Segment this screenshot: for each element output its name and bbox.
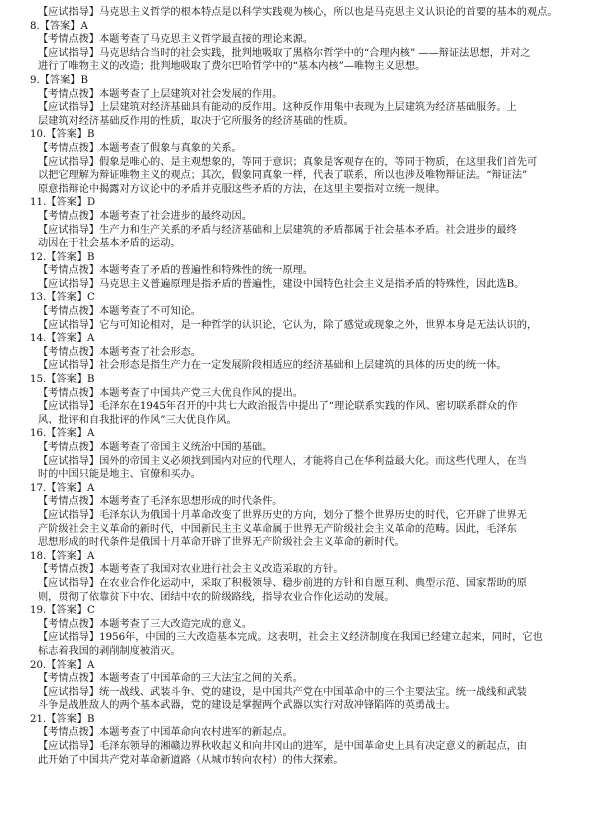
text-line: 【应试指导】毛泽东在1945年召开的中共七大政治报告中提出了“理论联系实践的作风、密切联系群众的作 xyxy=(38,401,518,413)
text-line: 原意指辩论中揭露对方议论中的矛盾并克服这些矛盾的方法，在这里主要指对立统一规律。 xyxy=(38,183,446,195)
text-line: 【应试指导】1956年，中国的三大改造基本完成。这表明，社会主义经济制度在我国已经建立起来，同时，它也 xyxy=(38,632,543,644)
answer-heading: 13.【答案】C xyxy=(30,292,95,304)
text-line: 思想形成的时代条件是俄国十月革命开辟了世界无产阶级社会主义革命的新时代。 xyxy=(38,537,405,549)
text-line: 【应试指导】统一战线、武装斗争、党的建设，是中国共产党在中国革命中的三个主要法宝。统一战线和武装 xyxy=(38,686,527,698)
text-line: 【考情点拨】本题考查了假象与真象的关系。 xyxy=(38,142,242,154)
answer-heading: 21.【答案】B xyxy=(30,713,95,725)
text-line: 层建筑对经济基础反作用的性质，取决于它所服务的经济基础的性质。 xyxy=(38,115,354,127)
text-line: 以把它理解为辩证唯物主义的观点；其次，假象同真象一样，代表了联系，所以也涉及唯物辩证法。“辩证法” xyxy=(38,170,528,182)
text-line: 进行了唯物主义的改造；批判地吸取了费尔巴哈哲学中的“基本内核”—唯物主义思想。 xyxy=(38,61,426,73)
answer-heading: 15.【答案】B xyxy=(30,374,95,386)
answer-heading: 9.【答案】B xyxy=(30,74,88,86)
answer-heading: 10.【答案】B xyxy=(30,129,95,141)
text-line: 【应试指导】马克思结合当时的社会实践，批判地吸取了黑格尔哲学中的“合理内核” ——辩证法思想，并对之 xyxy=(38,47,531,59)
text-line: 标志着我国的剥削制度被消灭。 xyxy=(38,645,181,657)
text-line: 【应试指导】国外的帝国主义必须找到国内对应的代理人，才能将自己在华利益最大化。而这些代理人，在当 xyxy=(38,455,527,467)
answer-heading: 18.【答案】A xyxy=(30,550,95,562)
text-line: 【应试指导】毛泽东认为俄国十月革命改变了世界历史的方向，划分了整个世界历史的时代，它开辟了世界无 xyxy=(38,509,527,521)
text-line: 【应试指导】社会形态是指生产力在一定发展阶段相适应的经济基础和上层建筑的具体的历史的统一体。 xyxy=(38,360,507,372)
answer-heading: 11.【答案】D xyxy=(30,197,96,209)
answer-heading: 12.【答案】B xyxy=(30,251,95,263)
text-line: 【考情点拨】本题考查了帝国主义统治中国的基础。 xyxy=(38,442,273,453)
text-line: 【应试指导】毛泽东领导的湘赣边界秋收起义和向井冈山的进军，是中国革命史上具有决定意义的新起点，由 xyxy=(38,741,527,753)
text-line: 【应试指导】生产力和生产关系的矛盾与经济基础和上层建筑的矛盾都属于社会基本矛盾。社会进步的最终 xyxy=(38,224,517,236)
text-line: 【应试指导】上层建筑对经济基础具有能动的反作用。这种反作用集中表现为上层建筑为经济基础服务。上 xyxy=(38,102,517,114)
text-line: 【应试指导】假象是唯心的、是主观想象的，等同于意识；真象是客观存在的，等同于物质，在这里我们首先可 xyxy=(38,156,538,168)
text-line: 【应试指导】马克思主义哲学的根本特点是以科学实践观为核心，所以也是马克思主义认识论的首要的基本的观点。 xyxy=(38,7,558,18)
text-line: 【考情点拨】本题考查了马克思主义哲学最直接的理论来源。 xyxy=(38,34,314,46)
text-line: 【考情点拨】本题考查了三大改造完成的意义。 xyxy=(38,618,252,630)
text-line: 【考情点拨】本题考查了社会形态。 xyxy=(38,346,201,358)
text-line: 【考情点拨】本题考查了我国对农业进行社会主义改造采取的方针。 xyxy=(38,564,344,576)
text-line: 【考情点拨】本题考查了中国共产党三大优良作风的提出。 xyxy=(38,387,303,399)
text-line: 则，贯彻了依靠贫下中农、团结中农的阶级路线，指导农业合作化运动的发展。 xyxy=(38,591,395,603)
answer-heading: 14.【答案】A xyxy=(30,333,95,345)
answer-heading: 17.【答案】A xyxy=(30,482,95,494)
text-line: 【考情点拨】本题考查了矛盾的普遍性和特殊性的统一原理。 xyxy=(38,265,314,277)
answer-heading: 20.【答案】A xyxy=(30,659,95,671)
text-line: 【应试指导】它与可知论相对，是一种哲学的认识论，它认为，除了感觉或现象之外，世界本身是无法认识的， xyxy=(38,319,538,331)
text-line: 产阶级社会主义革命的新时代，中国新民主主义革命属于世界无产阶级社会主义革命的范畴。因此，毛泽东 xyxy=(38,523,517,535)
text-line: 【考情点拨】本题考查了中国革命向农村进军的新起点。 xyxy=(38,727,293,739)
text-line: 【考情点拨】本题考查了上层建筑对社会发展的作用。 xyxy=(38,88,283,100)
text-line: 【应试指导】在农业合作化运动中，采取了积极领导、稳步前进的方针和自愿互利、典型示范、国家帮助的原 xyxy=(38,577,527,589)
text-line: 【考情点拨】本题考查了不可知论。 xyxy=(38,306,201,318)
text-line: 此开始了中国共产党对革命新道路（从城市转向农村）的伟大探索。 xyxy=(38,754,344,766)
answer-heading: 16.【答案】A xyxy=(30,428,95,440)
text-line: 【考情点拨】本题考查了毛泽东思想形成的时代条件。 xyxy=(38,496,283,508)
answer-heading: 8.【答案】A xyxy=(30,20,88,32)
text-line: 风、批评和自我批评的作风”三大优良作风。 xyxy=(38,414,237,426)
text-line: 斗争是战胜敌人的两个基本武器，党的建设是掌握两个武器以实行对敌冲锋陷阵的英勇战士。 xyxy=(38,700,456,712)
text-line: 动因在于社会基本矛盾的运动。 xyxy=(38,238,181,250)
text-line: 【考情点拨】本题考查了社会进步的最终动因。 xyxy=(38,210,252,222)
answer-heading: 19.【答案】C xyxy=(30,605,95,617)
text-line: 时的中国只能是地主、官僚和买办。 xyxy=(38,469,201,481)
answer-lines xyxy=(30,6,578,767)
text-line: 【应试指导】马克思主义普遍原理是指矛盾的普遍性，建设中国特色社会主义是指矛盾的特殊性，因此选B。 xyxy=(38,278,525,290)
text-line: 【考情点拨】本题考查了中国革命的三大法宝之间的关系。 xyxy=(38,673,303,685)
